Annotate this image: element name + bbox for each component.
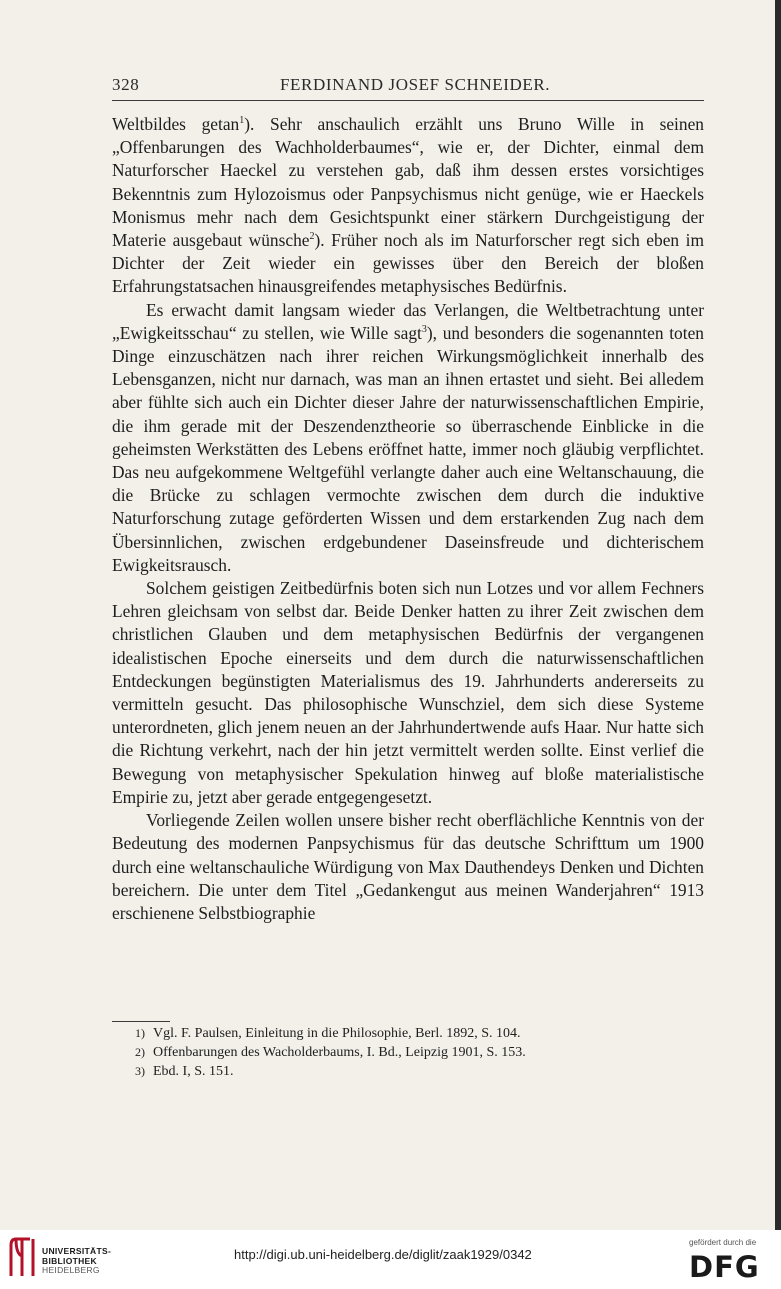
library-name[interactable]: UNIVERSITÄTS- BIBLIOTHEK HEIDELBERG [42, 1246, 112, 1275]
university-library-logo-icon[interactable] [8, 1236, 36, 1280]
body-text [112, 113, 704, 925]
running-head: FERDINAND JOSEF SCHNEIDER. [280, 75, 551, 94]
footnote-ref[interactable]: 2 [309, 231, 315, 243]
paragraph: Weltbildes getan$^1$). Sehr anschaulich erzählt uns Bruno Wille in seinen „Offenbarungen des Wachholderbaumes“, wie er, der Dichter, einmal dem Naturforscher Haeckel zu verstehen gab, daß ihm dessen erstes vorsichtiges Bekenntnis zum Hylozoismus oder Panpsychismus nicht genüge, wie er Haeckels Monismus mehr nach dem Gesichtspunkt einer stärkern Durchgeistigung der Materie ausgebaut wünsche$^2$). Früher noch als im Naturforscher regt sich eben im Dichter der Zeit wieder ein gewisses über den Bereich der bloßen Erfahrungstatsachen hinausgreifendes metaphysisches Bedürfnis. [112, 114, 704, 297]
funding-note: gefördert durch die [689, 1238, 757, 1247]
footnotes [135, 1024, 695, 1081]
footnote: 3) Ebd. I, S. 151. [135, 1064, 234, 1079]
footnote-rule [112, 1021, 170, 1022]
permalink-url[interactable]: http://digi.ub.uni-heidelberg.de/diglit/zaak1929/0342 [234, 1247, 532, 1262]
dfg-logo[interactable]: DFG [689, 1250, 760, 1284]
footnote-ref[interactable]: 3 [421, 324, 427, 336]
paragraph: Es erwacht damit langsam wieder das Verlangen, die Weltbetrachtung unter „Ewigkeitsschau“ zu stellen, wie Wille sagt$^3$), und besonders die sogenannten toten Dinge einzuschätzen nach ihrer reichen Wirkungsmöglichkeit innerhalb des Lebensganzen, nicht nur darnach, was man an ihnen ertastet und sieht. Bei alledem aber fühlte sich auch ein Dichter dieser Jahre der naturwissenschaftlichen Empirie, die ihm gerade mit der Deszendenztheorie so überraschende Einblicke in die geheimsten Werkstätten des Lebens eröffnet hatte, immer noch gläubig verpflichtet. Das neu aufgekommene Weltgefühl verlangte daher auch eine Weltanschauung, die die Brücke zu schlagen vermochte zwischen dem durch die induktive Naturforschung zutage geförderten Wissen und dem erstarkenden Zug nach dem Übersinnlichen, zwischen erdgebundener Daseinsfreude und dichterischem Ewigkeitsrausch. [112, 299, 704, 575]
page-header [112, 75, 704, 99]
paragraph: Vorliegende Zeilen wollen unsere bisher recht oberflächliche Kenntnis von der Bedeutung des modernen Panpsychismus für das deutsche Schrifttum um 1900 durch eine weltanschauliche Würdigung von Max Dauthendeys Denken und Dichten bereichern. Die unter dem Titel „Gedankengut aus meinen Wanderjahren“ 1913 erschienene Selbstbiographie [112, 810, 704, 923]
footnote: 2) Offenbarungen des Wacholderbaums, I. Bd., Leipzig 1901, S. 153. [135, 1045, 526, 1060]
footnote: 1) Vgl. F. Paulsen, Einleitung in die Philosophie, Berl. 1892, S. 104. [135, 1026, 521, 1041]
paragraph: Solchem geistigen Zeitbedürfnis boten sich nun Lotzes und vor allem Fechners Lehren gleichsam von selbst dar. Beide Denker hatten zu ihrer Zeit zwischen dem christlichen Glauben und dem metaphysischen Bedürfnis der vergangenen idealistischen Epoche einerseits und dem durch die naturwissenschaftlichen Entdeckungen begünstigten Materialismus des 19. Jahrhunderts andererseits zu vermitteln gesucht. Das philosophische Wunschziel, dem sich diese Systeme unterordneten, glich jenem neuen an der Jahrhundertwende aufs Haar. Nur hatte sich die Richtung verkehrt, nach der hin jetzt vermittelt werden sollte. Einst verlief die Bewegung von metaphysischer Spekulation hinweg auf bloße materialistische Empirie zu, jetzt aber gerade entgegengesetzt. [112, 578, 704, 807]
footnote-ref[interactable]: 1 [239, 115, 245, 127]
page-number: 328 [112, 75, 140, 94]
header-rule [112, 100, 704, 101]
